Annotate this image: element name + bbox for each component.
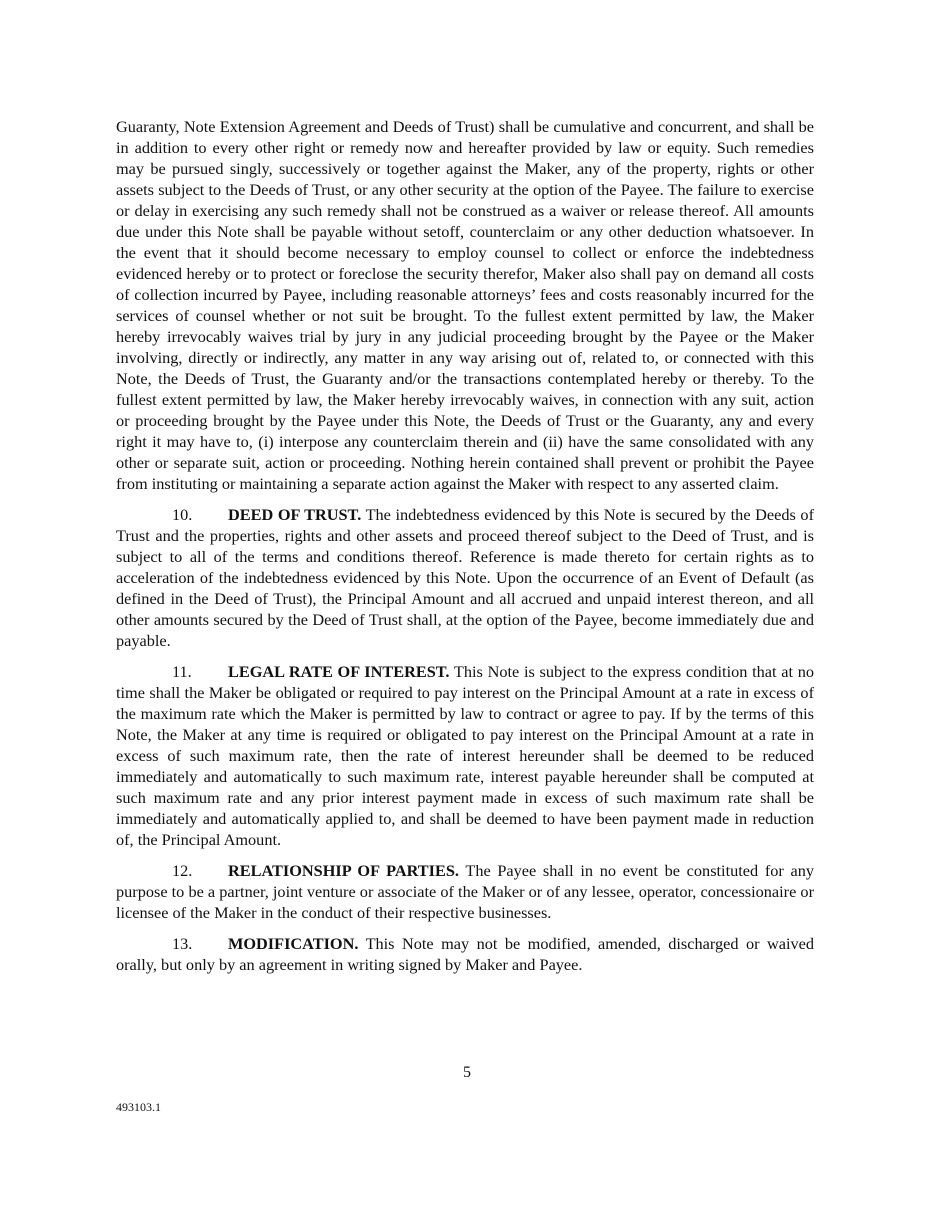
section-13 bbox=[116, 933, 814, 975]
section-11 bbox=[116, 661, 814, 850]
section-text: This Note is subject to the express condition that at no time shall the Maker be obligated or required to pay interest on the Principal Amount at a rate in excess of the maximum rate which the Maker is permitted by law to contract or agree to pay. If by the terms of this Note, the Maker at any time is required or obligated to pay interest on the Principal Amount at a rate in excess of such maximum rate, then the rate of interest hereunder shall be deemed to be reduced immediately and automatically to such maximum rate, interest payable hereunder shall be computed at such maximum rate and any prior interest payment made in excess of such maximum rate shall be immediately and automatically applied to, and shall be deemed to have been payment made in reduction of, the Principal Amount. bbox=[116, 662, 814, 849]
intro-paragraph: Guaranty, Note Extension Agreement and Deeds of Trust) shall be cumulative and concurrent, and shall be in addition to every other right or remedy now and hereafter provided by law or equity. Such remedies may be pursued singly, successively or together against the Maker, any of the property, rights or other assets subject to the Deeds of Trust, or any other security at the option of the Payee. The failure to exercise or delay in exercising any such remedy shall not be construed as a waiver or release thereof. All amounts due under this Note shall be payable without setoff, counterclaim or any other deduction whatsoever. In the event that it should become necessary to employ counsel to collect or enforce the indebtedness evidenced hereby or to protect or foreclose the security therefor, Maker also shall pay on demand all costs of collection incurred by Payee, including reasonable attorneys’ fees and costs reasonably incurred for the services of counsel whether or not suit be brought. To the fullest extent permitted by law, the Maker hereby irrevocably waives trial by jury in any judicial proceeding brought by the Payee or the Maker involving, directly or indirectly, any matter in any way arising out of, related to, or connected with this Note, the Deeds of Trust, the Guaranty and/or the transactions contemplated hereby or thereby. To the fullest extent permitted by law, the Maker hereby irrevocably waives, in connection with any suit, action or proceeding brought by the Payee under this Note, the Deeds of Trust or the Guaranty, any and every right it may have to, (i) interpose any counterclaim therein and (ii) have the same consolidated with any other or separate suit, action or proceeding. Nothing herein contained shall prevent or prohibit the Payee from instituting or maintaining a separate action against the Maker with respect to any asserted claim. bbox=[116, 117, 814, 493]
section-12 bbox=[116, 860, 814, 923]
section-heading: LEGAL RATE OF INTEREST. bbox=[228, 662, 450, 681]
section-number: 13. bbox=[172, 934, 193, 953]
section-text: The Payee shall in no event be constituted for any purpose to be a partner, joint venture or associate of the Maker or of any lessee, operator, concessionaire or licensee of the Maker in the conduct of their respective businesses. bbox=[116, 861, 814, 922]
section-heading: MODIFICATION. bbox=[228, 934, 359, 953]
section-text: The indebtedness evidenced by this Note is secured by the Deeds of Trust and the properties, rights and other assets and proceed thereof subject to the Deed of Trust, and is subject to all of the terms and conditions thereof. Reference is made thereto for certain rights as to acceleration of the indebtedness evidenced by this Note. Upon the occurrence of an Event of Default (as defined in the Deed of Trust), the Principal Amount and all accrued and unpaid interest thereon, and all other amounts secured by the Deed of Trust shall, at the option of the Payee, become immediately due and payable. bbox=[116, 505, 814, 650]
section-number: 10. bbox=[172, 505, 193, 524]
section-number: 11. bbox=[172, 662, 192, 681]
section-heading: DEED OF TRUST. bbox=[228, 505, 362, 524]
section-number: 12. bbox=[172, 861, 193, 880]
document-id: 493103.1 bbox=[116, 1100, 161, 1114]
section-heading: RELATIONSHIP OF PARTIES. bbox=[228, 861, 459, 880]
page-number: 5 bbox=[463, 1064, 471, 1081]
section-10 bbox=[116, 504, 814, 651]
section-text: This Note may not be modified, amended, discharged or waived orally, but only by an agreement in writing signed by Maker and Payee. bbox=[116, 934, 814, 974]
document-body bbox=[116, 116, 814, 985]
